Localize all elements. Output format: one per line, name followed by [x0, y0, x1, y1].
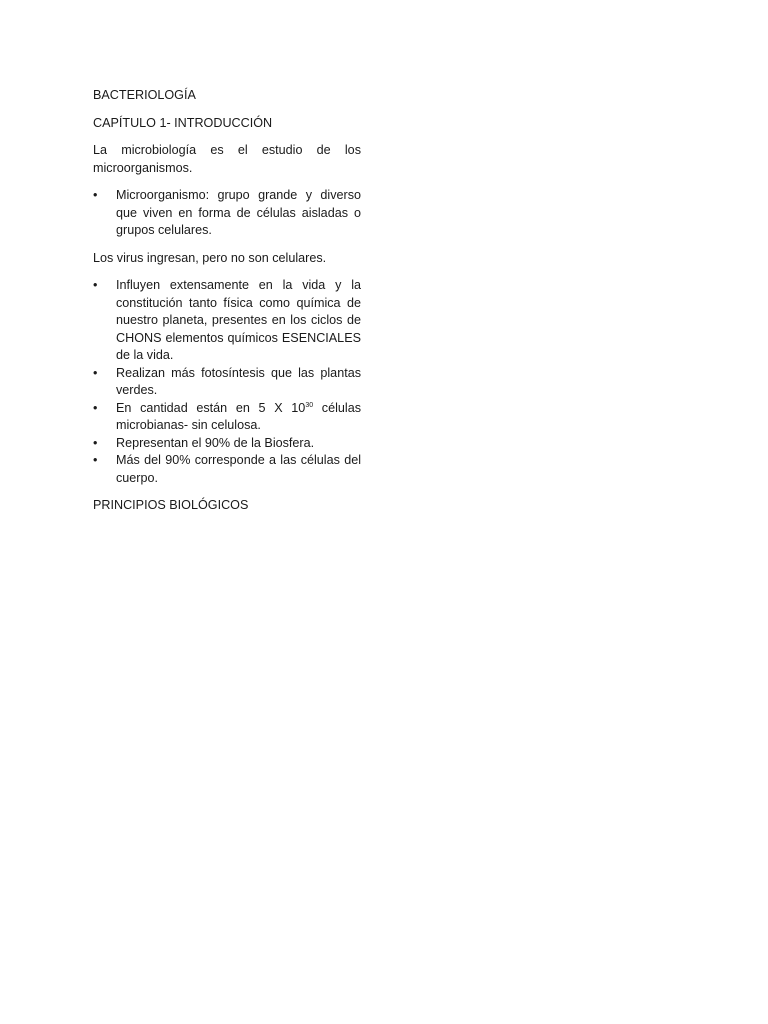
list-item-text: Más del 90% corresponde a las células del cuerpo.	[116, 453, 361, 485]
bullet-icon: •	[93, 435, 98, 450]
list-item	[93, 187, 361, 240]
quantity-text-rest: células microbianas- sin celulosa.	[116, 400, 361, 432]
section-heading: PRINCIPIOS BIOLÓGICOS	[93, 498, 249, 512]
list-item	[93, 277, 361, 365]
list-item	[93, 400, 361, 435]
list-item-text	[116, 401, 361, 433]
intro-paragraph: La microbiología es el estudio de los microorganismos.	[93, 143, 361, 175]
bullet-list-facts	[93, 277, 361, 487]
exponent: 30	[305, 401, 314, 409]
document-title: BACTERIOLOGÍA	[93, 88, 196, 102]
bullet-icon: •	[93, 400, 98, 415]
text-column	[93, 87, 361, 525]
bullet-icon: •	[93, 188, 98, 202]
chapter-heading: CAPÍTULO 1- INTRODUCCIÓN	[93, 115, 273, 130]
bullet-icon: •	[93, 453, 98, 467]
quantity-text: En cantidad están en 5 X 10	[116, 400, 306, 415]
list-item-text: Influyen extensamente en la vida y la constitución tanto física como química de nuestro planeta, presentes en los ciclos de CHONS elementos químicos ESENCIALES de la vida.	[116, 278, 361, 362]
list-item	[93, 435, 361, 453]
bullet-list-definition	[93, 187, 361, 240]
list-item-text: Realizan más fotosíntesis que las plantas verdes.	[116, 365, 361, 397]
list-item-text: Representan el 90% de la Biosfera.	[116, 435, 315, 450]
bullet-icon: •	[93, 365, 98, 380]
bullet-icon: •	[93, 278, 98, 292]
list-item	[93, 365, 361, 400]
list-item-text: Microorganismo: grupo grande y diverso que viven en forma de células aisladas o grupos celulares.	[116, 188, 361, 237]
virus-note: Los virus ingresan, pero no son celulares.	[93, 250, 327, 265]
list-item	[93, 452, 361, 487]
